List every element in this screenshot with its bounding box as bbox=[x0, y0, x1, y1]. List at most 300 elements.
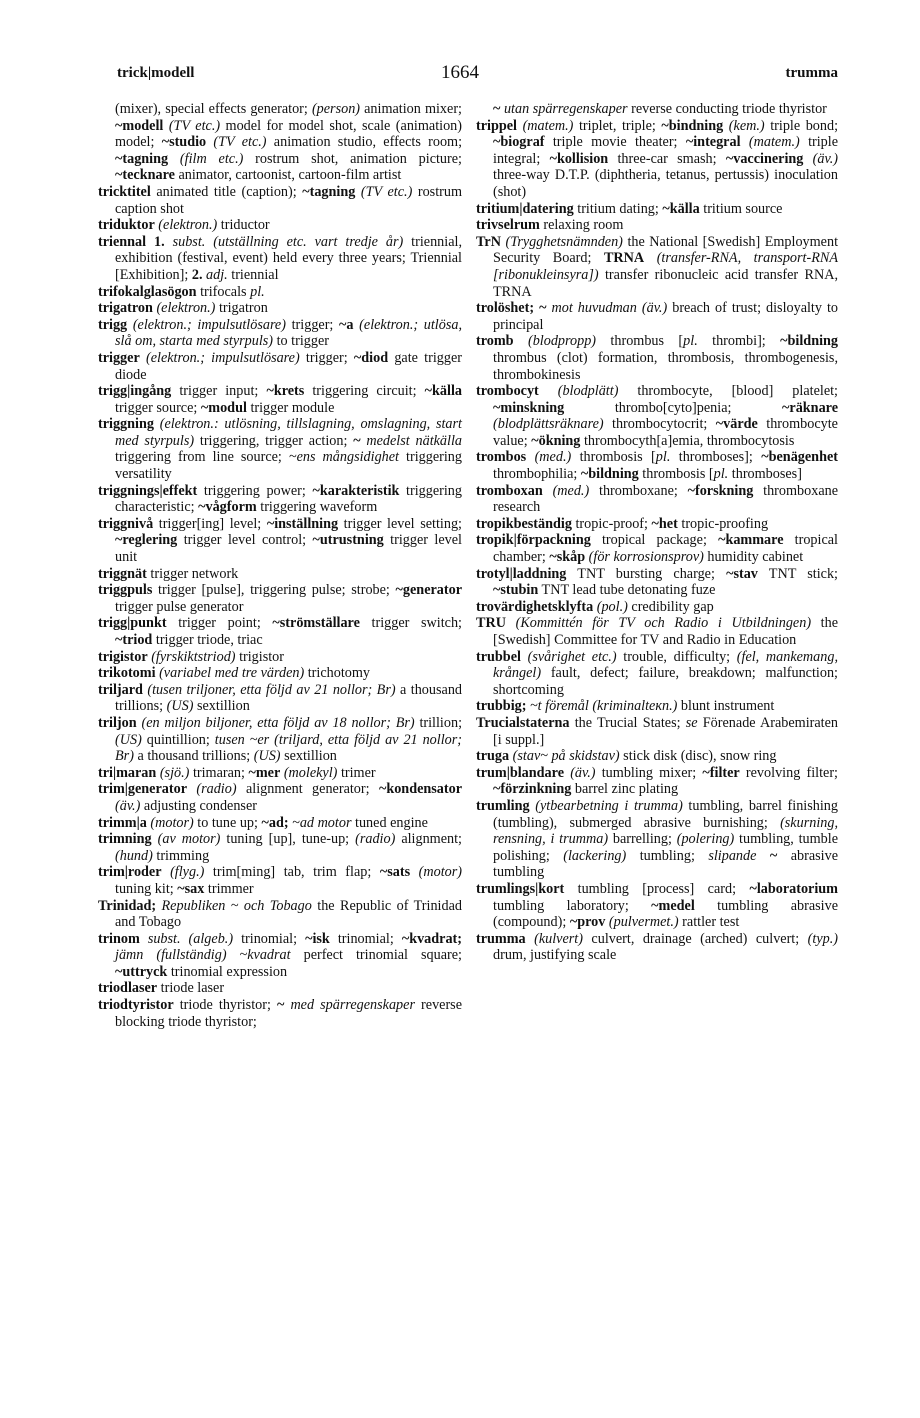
headword: ~laboratorium bbox=[749, 880, 838, 897]
headword: tropik|förpackning bbox=[476, 532, 591, 549]
usage-label: (TV etc.) bbox=[168, 117, 221, 134]
dictionary-entry bbox=[476, 217, 838, 234]
usage-label: (elektron.: utlösning, tillslagning, omslagning, start med styrpuls) bbox=[115, 416, 462, 449]
usage-label: (tusen triljoner, etta följd av 21 nollor; Br) bbox=[147, 681, 396, 698]
headword: trinom bbox=[98, 930, 140, 947]
usage-label: (matem.) bbox=[522, 117, 574, 134]
usage-label: (Kommittén för TV och Radio i Utbildningen) bbox=[515, 615, 812, 632]
translation-text: triple bond; bbox=[764, 117, 839, 134]
usage-label: (stav~ på skidstav) bbox=[512, 748, 620, 765]
headword: TRU bbox=[476, 615, 506, 632]
headword: triennal bbox=[98, 233, 147, 250]
headword: trifokalglasögon bbox=[98, 283, 197, 300]
usage-label: (med.) bbox=[552, 482, 590, 499]
dictionary-entry bbox=[476, 118, 838, 201]
translation-text: tumbling laboratory; bbox=[493, 897, 652, 914]
translation-text: the Trucial States; bbox=[569, 714, 686, 731]
usage-label: utan spärregenskaper bbox=[503, 101, 628, 117]
translation-text: to tune up; bbox=[193, 814, 262, 831]
translation-text: thromboxane; bbox=[589, 482, 688, 499]
dictionary-entry bbox=[98, 184, 462, 217]
translation-text: animation studio, effects room; bbox=[266, 134, 463, 151]
headword: trombos bbox=[476, 449, 527, 466]
usage-label: (blodplätt) bbox=[557, 383, 619, 400]
headword: ~stav bbox=[726, 565, 758, 582]
usage-label: (svårighet etc.) bbox=[527, 648, 617, 665]
headword: truga bbox=[476, 748, 510, 765]
translation-text bbox=[165, 234, 173, 250]
dictionary-entry bbox=[476, 931, 838, 964]
dictionary-entry bbox=[476, 101, 838, 118]
translation-text: abrasive tumbling bbox=[493, 847, 838, 881]
usage-label: (med.) bbox=[534, 449, 572, 466]
translation-text: barrelling; bbox=[608, 831, 677, 848]
usage-label: (blodpropp) bbox=[527, 333, 597, 350]
usage-label: (blodplättsräknare) bbox=[493, 416, 604, 433]
headword: trombocyt bbox=[476, 383, 539, 400]
headword: ~källa bbox=[424, 383, 462, 400]
headword: TRNA bbox=[603, 250, 645, 267]
headword: triggpuls bbox=[98, 582, 153, 599]
translation-text: trimming bbox=[152, 847, 210, 864]
translation-text: trigger point; bbox=[166, 615, 273, 632]
headword: trum|blandare bbox=[476, 764, 564, 781]
usage-label: (US) bbox=[115, 731, 142, 748]
translation-text: animated title (caption); bbox=[150, 183, 303, 200]
translation-text: alignment; bbox=[395, 831, 462, 848]
translation-text: trigger network bbox=[146, 565, 239, 582]
translation-text: adjusting condenser bbox=[140, 797, 257, 814]
left-column bbox=[98, 101, 462, 1030]
headword: triodlaser bbox=[98, 980, 158, 997]
headword: ~källa bbox=[662, 200, 700, 217]
headword: tritium|datering bbox=[476, 200, 574, 217]
headword: ~stubin bbox=[493, 582, 539, 599]
translation-text: thrombi]; bbox=[697, 333, 781, 350]
translation-text: perfect trinomial square; bbox=[290, 947, 462, 964]
dictionary-entry bbox=[476, 532, 838, 565]
usage-label: (elektron.; impulsutlösare) bbox=[145, 349, 300, 366]
translation-text: trigger; bbox=[285, 316, 340, 333]
translation-text: trigistor bbox=[235, 648, 284, 665]
usage-label: adj. bbox=[206, 266, 228, 283]
usage-label: se bbox=[685, 714, 698, 731]
translation-text: tuned engine bbox=[351, 814, 428, 831]
headword: ~ bbox=[539, 300, 547, 317]
usage-label: Republiken ~ och Tobago bbox=[161, 897, 312, 914]
headword: ~kollision bbox=[549, 150, 609, 167]
headword: ~mer bbox=[248, 764, 281, 781]
dictionary-entry bbox=[476, 566, 838, 599]
dictionary-entry bbox=[98, 615, 462, 648]
translation-text: trinomial expression bbox=[167, 963, 288, 980]
headword: trippel bbox=[476, 117, 517, 134]
usage-label: (typ.) bbox=[807, 930, 839, 947]
translation-text: tumbling mixer; bbox=[595, 764, 703, 781]
dictionary-entry bbox=[98, 300, 462, 317]
running-head-right: trumma bbox=[785, 65, 838, 81]
usage-label: subst. (utställning etc. vart tredje år) bbox=[172, 233, 404, 250]
translation-text: triennial, exhibition (festival, event) held every three years; Triennial [Exhibition]; bbox=[115, 233, 463, 283]
headword: trim|generator bbox=[98, 781, 187, 798]
headword: ~a bbox=[339, 316, 354, 333]
dictionary-entry bbox=[476, 698, 838, 715]
dictionary-entry bbox=[476, 615, 838, 648]
translation-text: thrombosis [ bbox=[571, 449, 656, 466]
usage-label: (radio) bbox=[355, 831, 396, 848]
translation-text: revolving filter; bbox=[739, 764, 838, 781]
translation-text: sextillion bbox=[280, 748, 337, 765]
translation-text: tritium dating; bbox=[573, 200, 663, 217]
usage-label: (fyrskiktstriod) bbox=[151, 648, 236, 665]
translation-text: triode thyristor; bbox=[173, 997, 277, 1014]
headword: ~studio bbox=[161, 134, 207, 151]
headword: trubbel bbox=[476, 648, 521, 665]
headword: 2. bbox=[191, 266, 203, 283]
usage-label: pl. bbox=[713, 466, 729, 483]
translation-text: three-car smash; bbox=[608, 150, 726, 167]
translation-text: model for model shot, scale (animation) model; bbox=[115, 117, 462, 151]
translation-text: the [Swedish] Committee for TV and Radio in Education bbox=[493, 615, 838, 648]
headword: ~bildning bbox=[580, 466, 639, 483]
translation-text: rostrum caption shot bbox=[115, 183, 462, 217]
dictionary-entry bbox=[98, 350, 462, 383]
headword: ~sats bbox=[379, 864, 411, 881]
usage-label: (fel, mankemang, krångel) bbox=[493, 648, 838, 682]
headword: ~sax bbox=[177, 880, 205, 897]
headword: trotyl|laddning bbox=[476, 565, 567, 582]
headword: ~generator bbox=[395, 582, 462, 599]
dictionary-entry bbox=[476, 798, 838, 881]
translation-text: triggering versatility bbox=[115, 449, 462, 483]
dictionary-entry bbox=[476, 483, 838, 516]
usage-label: subst. (algeb.) bbox=[147, 930, 234, 947]
dictionary-entry bbox=[98, 516, 462, 566]
headword: ~tecknare bbox=[115, 167, 175, 184]
translation-text bbox=[526, 931, 534, 947]
dictionary-entry bbox=[476, 881, 838, 931]
translation-text bbox=[168, 151, 180, 167]
translation-text: tumbling, barrel finishing (tumbling), submerged abrasive burnishing; bbox=[493, 797, 838, 831]
dictionary-entry bbox=[476, 748, 838, 765]
usage-label: medelst nätkälla bbox=[366, 432, 463, 449]
translation-text: thrombocyth[a]emia, thrombocytosis bbox=[580, 432, 795, 449]
headword: ~förzinkning bbox=[493, 781, 572, 798]
dictionary-entry bbox=[476, 649, 838, 699]
right-column bbox=[476, 101, 838, 964]
dictionary-entry bbox=[98, 682, 462, 715]
headword: ~värde bbox=[715, 416, 758, 433]
usage-label: ~ens mångsidighet bbox=[288, 449, 399, 466]
translation-text: trigger level unit bbox=[115, 532, 462, 566]
translation-text bbox=[187, 781, 196, 797]
translation-text bbox=[644, 250, 657, 266]
translation-text: thromboses]; bbox=[670, 449, 762, 466]
headword: ~het bbox=[651, 515, 678, 532]
headword: ~filter bbox=[702, 764, 740, 781]
translation-text: fault, defect; failure, breakdown; malfunction; shortcoming bbox=[493, 665, 838, 698]
usage-label: (skurning, rensning, i trumma) bbox=[493, 814, 838, 848]
dictionary-entry bbox=[476, 383, 838, 449]
headword: ~kvadrat; bbox=[401, 930, 462, 947]
dictionary-entry bbox=[98, 383, 462, 416]
usage-label: (elektron.; utlösa, slå om, starta med styrpuls) bbox=[115, 316, 463, 350]
headword: trigger bbox=[98, 349, 140, 366]
translation-text: triggering circuit; bbox=[304, 383, 425, 400]
headword: tromb bbox=[476, 333, 514, 350]
headword: ~diod bbox=[353, 349, 389, 366]
usage-label: (en miljon biljoner, etta följd av 18 nollor; Br) bbox=[141, 714, 415, 731]
usage-label: slipande bbox=[708, 847, 757, 864]
headword: trolöshet; bbox=[476, 300, 535, 317]
translation-text: trimer bbox=[337, 764, 376, 781]
headword: triodtyristor bbox=[98, 997, 174, 1014]
usage-label: (elektron.; impulsutlösare) bbox=[132, 316, 286, 333]
usage-label: (person) bbox=[311, 101, 361, 117]
translation-text: the National [Swedish] Employment Security Board; bbox=[493, 233, 839, 267]
dictionary-entry bbox=[98, 317, 462, 350]
headword: ~vaccinering bbox=[725, 150, 804, 167]
translation-text: trinomial; bbox=[233, 930, 306, 947]
translation-text: triennial bbox=[227, 266, 279, 283]
translation-text: a thousand trillions; bbox=[133, 748, 254, 765]
usage-label: (molekyl) bbox=[283, 764, 338, 781]
translation-text: trim[ming] tab, trim flap; bbox=[204, 864, 380, 881]
translation-text: trigger; bbox=[299, 349, 354, 366]
translation-text: trinomial; bbox=[329, 930, 402, 947]
usage-label: (Trygghetsnämnden) bbox=[505, 233, 623, 250]
running-head-left: trick|modell bbox=[117, 65, 195, 81]
dictionary-entry bbox=[476, 201, 838, 218]
usage-label: (US) bbox=[166, 698, 194, 715]
translation-text: triode laser bbox=[157, 980, 225, 997]
translation-text bbox=[162, 864, 171, 880]
dictionary-entry bbox=[98, 864, 462, 897]
translation-text: tuning kit; bbox=[115, 880, 178, 897]
usage-label: (variabel med tre värden) bbox=[159, 665, 305, 682]
translation-text: Förenade Arabemiraten [i suppl.] bbox=[493, 714, 838, 748]
headword: triljon bbox=[98, 714, 137, 731]
translation-text: sextillion bbox=[193, 698, 250, 715]
usage-label: (matem.) bbox=[748, 134, 800, 151]
usage-label: (äv.) bbox=[570, 764, 596, 781]
usage-label: (US) bbox=[253, 748, 281, 765]
headword: 1. bbox=[154, 233, 165, 250]
translation-text bbox=[543, 483, 553, 499]
translation-text: animator, cartoonist, cartoon-film artist bbox=[174, 167, 402, 184]
translation-text: trigger source; bbox=[115, 399, 201, 416]
dictionary-entry bbox=[98, 665, 462, 682]
usage-label: (TV etc.) bbox=[213, 134, 267, 151]
translation-text bbox=[140, 931, 148, 947]
translation-text: reverse blocking triode thyristor; bbox=[115, 997, 463, 1030]
translation-text: humidity cabinet bbox=[703, 549, 804, 566]
usage-label: (TV etc.) bbox=[360, 183, 413, 200]
translation-text: barrel zinc plating bbox=[571, 781, 679, 798]
translation-text: transfer ribonucleic acid transfer RNA, TRNA bbox=[493, 266, 838, 300]
headword: ~kondensator bbox=[378, 781, 462, 798]
translation-text: thrombocyte value; bbox=[493, 416, 838, 449]
translation-text: trigger pulse generator bbox=[115, 598, 244, 615]
translation-text: trigger[ing] level; bbox=[153, 515, 267, 532]
translation-text: trimaran; bbox=[189, 764, 249, 781]
translation-text: culvert, drainage (arched) culvert; bbox=[582, 930, 808, 947]
translation-text: thrombosis [ bbox=[638, 466, 714, 483]
translation-text: thrombus [ bbox=[596, 333, 684, 350]
headword: ~prov bbox=[569, 914, 606, 931]
translation-text: trigger module bbox=[246, 399, 335, 416]
translation-text: thrombo[cyto]penia; bbox=[564, 399, 783, 416]
translation-text: animation mixer; bbox=[360, 101, 462, 117]
usage-label: (äv.) bbox=[812, 150, 838, 167]
translation-text: triggering power; bbox=[197, 482, 313, 499]
usage-label: (elektron.) bbox=[158, 217, 218, 234]
headword: trim|roder bbox=[98, 864, 162, 881]
headword: trumling bbox=[476, 797, 530, 814]
translation-text: triplet, triple; bbox=[573, 117, 662, 134]
usage-label: (ytbearbetning i trumma) bbox=[535, 797, 683, 814]
translation-text: TNT stick; bbox=[757, 565, 839, 582]
usage-label: (elektron.) bbox=[156, 300, 216, 317]
translation-text: rostrum shot, animation picture; bbox=[243, 150, 462, 167]
translation-text bbox=[146, 234, 154, 250]
headword: triduktor bbox=[98, 217, 155, 234]
usage-label: (kem.) bbox=[728, 117, 765, 134]
dictionary-entry bbox=[98, 582, 462, 615]
usage-label: tusen ~er (triljard, etta följd av 21 nollor; Br) bbox=[115, 731, 463, 765]
headword: triggning bbox=[98, 416, 154, 433]
dictionary-entry bbox=[98, 898, 462, 931]
translation-text: trichotomy bbox=[304, 665, 370, 682]
headword: ~kammare bbox=[718, 532, 784, 549]
translation-text: trimmer bbox=[204, 880, 254, 897]
translation-text: three-way D.T.P. (diphtheria, tetanus, pertussis) inoculation (shot) bbox=[493, 167, 838, 200]
translation-text: relaxing room bbox=[539, 217, 624, 234]
dictionary-entry bbox=[476, 765, 838, 798]
usage-label: (lackering) bbox=[563, 847, 627, 864]
usage-label: (pol.) bbox=[596, 598, 628, 615]
dictionary-entry bbox=[476, 516, 838, 533]
dictionary-entry bbox=[476, 300, 838, 333]
headword: ~tagning bbox=[115, 150, 169, 167]
translation-text: to trigger bbox=[273, 333, 329, 350]
usage-label: pl. bbox=[250, 283, 265, 300]
usage-label: ~t föremål (kriminalteкn.) bbox=[530, 698, 678, 715]
translation-text: blunt instrument bbox=[677, 698, 775, 715]
headword: Trucialstaterna bbox=[476, 714, 570, 731]
translation-text: trigatron bbox=[215, 300, 268, 317]
headword: ~minskning bbox=[493, 399, 565, 416]
translation-text: thrombophilia; bbox=[493, 466, 581, 483]
translation-text: trigger switch; bbox=[359, 615, 462, 632]
translation-text: thromboses] bbox=[728, 466, 802, 483]
translation-text bbox=[410, 864, 419, 880]
translation-text bbox=[741, 134, 749, 150]
translation-text: triggering, trigger action; bbox=[194, 432, 354, 449]
dictionary-entry bbox=[98, 483, 462, 516]
translation-text: trigger triode, triac bbox=[152, 632, 263, 648]
translation-text: triple movie theater; bbox=[544, 134, 686, 151]
usage-label: pl. bbox=[655, 449, 671, 466]
translation-text: tropical chamber; bbox=[493, 532, 838, 566]
translation-text: quintillion; bbox=[141, 731, 215, 748]
headword: trigatron bbox=[98, 300, 153, 317]
translation-text: tumbling, tumble polishing; bbox=[493, 831, 838, 864]
translation-text: trigger input; bbox=[171, 383, 267, 400]
headword: trigg|ingång bbox=[98, 383, 172, 400]
headword: ~räknare bbox=[782, 399, 838, 416]
translation-text: tumbling [process] card; bbox=[564, 880, 750, 897]
translation-text: trigger level control; bbox=[177, 532, 313, 549]
usage-label: jämn (fullständig) ~kvadrat bbox=[115, 947, 291, 964]
headword: trigg bbox=[98, 316, 128, 333]
headword: tropikbeständig bbox=[476, 515, 572, 532]
dictionary-entry bbox=[98, 831, 462, 864]
usage-label: (för korrosionsprov) bbox=[588, 549, 704, 566]
headword: ~ bbox=[493, 101, 501, 117]
translation-text: tritium source bbox=[699, 200, 783, 217]
headword: tricktitel bbox=[98, 183, 151, 200]
dictionary-entry bbox=[98, 566, 462, 583]
dictionary-entry bbox=[98, 781, 462, 814]
headword: trimm|a bbox=[98, 814, 147, 831]
usage-label: mot huvudman (äv.) bbox=[551, 300, 668, 317]
page-number: 1664 bbox=[441, 62, 479, 83]
translation-text: drum, justifying scale bbox=[493, 947, 617, 964]
headword: triggnings|effekt bbox=[98, 482, 198, 499]
headword: ~modul bbox=[200, 399, 247, 416]
headword: ~strömställare bbox=[272, 615, 360, 632]
headword: trigistor bbox=[98, 648, 148, 665]
dictionary-entry bbox=[476, 449, 838, 482]
translation-text: triductor bbox=[217, 217, 270, 234]
headword: ~triod bbox=[115, 632, 153, 648]
dictionary-entry bbox=[98, 649, 462, 666]
headword: tromboxan bbox=[476, 482, 543, 499]
headword: ~vågform bbox=[198, 499, 257, 516]
translation-text bbox=[803, 151, 812, 167]
usage-label: (kulvert) bbox=[534, 930, 583, 947]
translation-text bbox=[521, 649, 528, 665]
dictionary-entry bbox=[476, 599, 838, 616]
translation-text: reverse conducting triode thyristor bbox=[627, 101, 827, 117]
usage-label: (film etc.) bbox=[179, 150, 244, 167]
translation-text: a thousand trillions; bbox=[115, 681, 463, 715]
usage-label: (polering) bbox=[676, 831, 735, 848]
headword: ~reglering bbox=[115, 532, 178, 549]
translation-text: breach of trust; disloyalty to principal bbox=[493, 300, 839, 333]
usage-label: (hund) bbox=[115, 847, 153, 864]
dictionary-entry bbox=[476, 715, 838, 748]
dictionary-entry bbox=[98, 997, 462, 1030]
translation-text bbox=[526, 449, 534, 465]
headword: ~forskning bbox=[687, 482, 754, 499]
translation-text: trouble, difficulty; bbox=[616, 648, 737, 665]
translation-text: tuning [up], tune-up; bbox=[220, 831, 356, 848]
headword: tri|maran bbox=[98, 764, 157, 781]
dictionary-entry bbox=[98, 101, 462, 184]
translation-text: tropical package; bbox=[590, 532, 719, 549]
translation-text bbox=[756, 848, 769, 864]
headword: trikotomi bbox=[98, 665, 156, 682]
headword: ~tagning bbox=[302, 183, 356, 200]
dictionary-entry bbox=[98, 715, 462, 765]
headword: ~krets bbox=[266, 383, 305, 400]
usage-label: ~ad motor bbox=[292, 814, 352, 831]
headword: TrN bbox=[476, 233, 501, 250]
translation-text: tumbling; bbox=[626, 847, 709, 864]
dictionary-entry bbox=[98, 217, 462, 234]
